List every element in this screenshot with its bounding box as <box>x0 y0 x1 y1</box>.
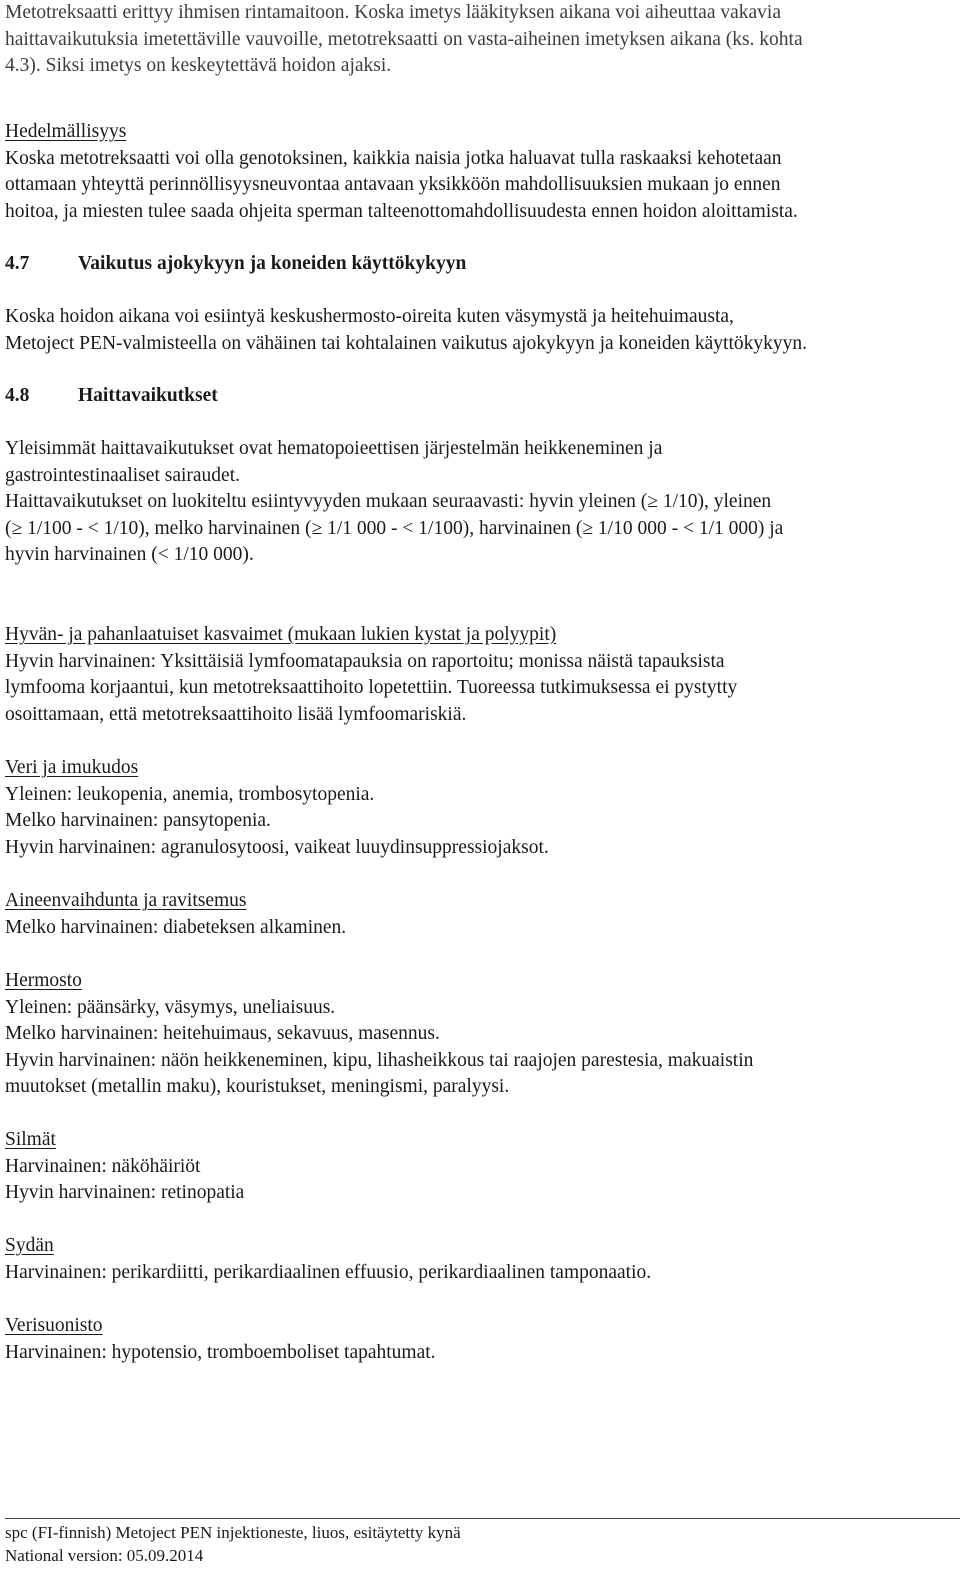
footer-divider <box>5 1518 960 1519</box>
category-blood-line-1: Yleinen: leukopenia, anemia, trombosytopenia. <box>5 783 375 805</box>
category-vascular-line-1: Harvinainen: hypotensio, tromboemboliset tapahtumat. <box>5 1341 436 1363</box>
category-heart-line-1: Harvinainen: perikardiitti, perikardiaalinen effuusio, perikardiaalinen tamponaatio. <box>5 1261 652 1283</box>
category-nervous-line-2: Melko harvinainen: heitehuimaus, sekavuus, masennus. <box>5 1023 440 1044</box>
footer-product-line: spc (FI-finnish) Metoject PEN injektioneste, liuos, esitäytetty kynä <box>5 1523 461 1542</box>
section-4-8-line-5: hyvin harvinainen (< 1/10 000). <box>5 544 254 565</box>
category-blood-line-3: Hyvin harvinainen: agranulosytoosi, vaikeat luuydinsuppressiojaksot. <box>5 836 549 858</box>
category-metabolism-line-1: Melko harvinainen: diabeteksen alkaminen. <box>5 916 347 938</box>
fertility-line-1: Koska metotreksaatti voi olla genotoksinen, kaikkia naisia jotka haluavat tulla raskaaksi kehotetaan <box>5 147 782 169</box>
section-4-7-line-2: Metoject PEN-valmisteella on vähäinen tai kohtalainen vaikutus ajokykyyn ja koneiden käyttökykyyn. <box>5 332 808 354</box>
category-nervous-heading: Hermosto <box>5 970 82 991</box>
category-nervous-line-1: Yleinen: päänsärky, väsymys, uneliaisuus. <box>5 996 336 1018</box>
category-neoplasms-heading: Hyvän- ja pahanlaatuiset kasvaimet (mukaan lukien kystat ja polyypit) <box>5 624 557 645</box>
category-vascular-heading: Verisuonisto <box>5 1315 103 1336</box>
section-4-7-title: Vaikutus ajokykyyn ja koneiden käyttökykyyn <box>78 253 467 274</box>
section-4-7-heading <box>5 251 466 278</box>
section-4-8-title: Haittavaikutkset <box>78 385 218 406</box>
category-blood-heading: Veri ja imukudos <box>5 757 139 778</box>
intro-line-2: haittavaikutuksia imetettäville vauvoille, metotreksaatti on vasta-aiheinen imetyksen aikana (ks. kohta <box>5 28 803 50</box>
footer-version-line: National version: 05.09.2014 <box>5 1546 204 1565</box>
section-4-8-line-3: Haittavaikutukset on luokiteltu esiintyvyyden mukaan seuraavasti: hyvin yleinen (≥ 1/10), yleinen <box>5 491 772 512</box>
section-4-8-line-1: Yleisimmät haittavaikutukset ovat hematopoieettisen järjestelmän heikkeneminen ja <box>5 438 663 459</box>
category-neoplasms-line-3: osoittamaan, että metotreksaattihoito lisää lymfoomariskiä. <box>5 703 467 725</box>
category-eyes-heading: Silmät <box>5 1129 56 1150</box>
category-neoplasms-line-1: Hyvin harvinainen: Yksittäisiä lymfoomatapauksia on raportoitu; monissa näistä tapauksista <box>5 650 725 672</box>
section-4-8-number: 4.8 <box>5 385 30 406</box>
category-eyes-line-2: Hyvin harvinainen: retinopatia <box>5 1182 245 1203</box>
fertility-line-2: ottamaan yhteyttä perinnöllisyysneuvontaa antavaan yksikköön mahdollisuuksien mukaan jo ennen <box>5 174 781 195</box>
category-eyes-line-1: Harvinainen: näköhäiriöt <box>5 1155 201 1177</box>
intro-line-1: Metotreksaatti erittyy ihmisen rintamaitoon. Koska imetys lääkityksen aikana voi aiheuttaa vakavia <box>5 2 781 23</box>
category-heart-heading: Sydän <box>5 1235 54 1256</box>
category-blood-line-2: Melko harvinainen: pansytopenia. <box>5 810 271 831</box>
section-4-7-number: 4.7 <box>5 253 30 274</box>
category-nervous-line-4: muutokset (metallin maku), kouristukset, meningismi, paralyysi. <box>5 1076 510 1097</box>
section-4-7-line-1: Koska hoidon aikana voi esiintyä keskushermosto-oireita kuten väsymystä ja heitehuimausta, <box>5 306 734 327</box>
category-neoplasms-line-2: lymfooma korjaantui, kun metotreksaattihoito lopetettiin. Tuoreessa tutkimuksessa ei pystytty <box>5 677 738 698</box>
intro-line-3: 4.3). Siksi imetys on keskeytettävä hoidon ajaksi. <box>5 55 392 76</box>
section-4-8-heading <box>5 383 218 410</box>
section-4-8-line-4: (≥ 1/100 - < 1/10), melko harvinainen (≥ 1/1 000 - < 1/100), harvinainen (≥ 1/10 000 - < 1/1 000) ja <box>5 517 784 539</box>
section-4-8-line-2: gastrointestinaaliset sairaudet. <box>5 464 241 486</box>
fertility-line-3: hoitoa, ja miesten tulee saada ohjeita sperman talteenottomahdollisuudesta ennen hoidon aloittamista. <box>5 200 798 222</box>
fertility-heading: Hedelmällisyys <box>5 121 127 142</box>
category-metabolism-heading: Aineenvaihdunta ja ravitsemus <box>5 890 247 911</box>
category-nervous-line-3: Hyvin harvinainen: näön heikkeneminen, kipu, lihasheikkous tai raajojen parestesia, makuaistin <box>5 1049 754 1071</box>
